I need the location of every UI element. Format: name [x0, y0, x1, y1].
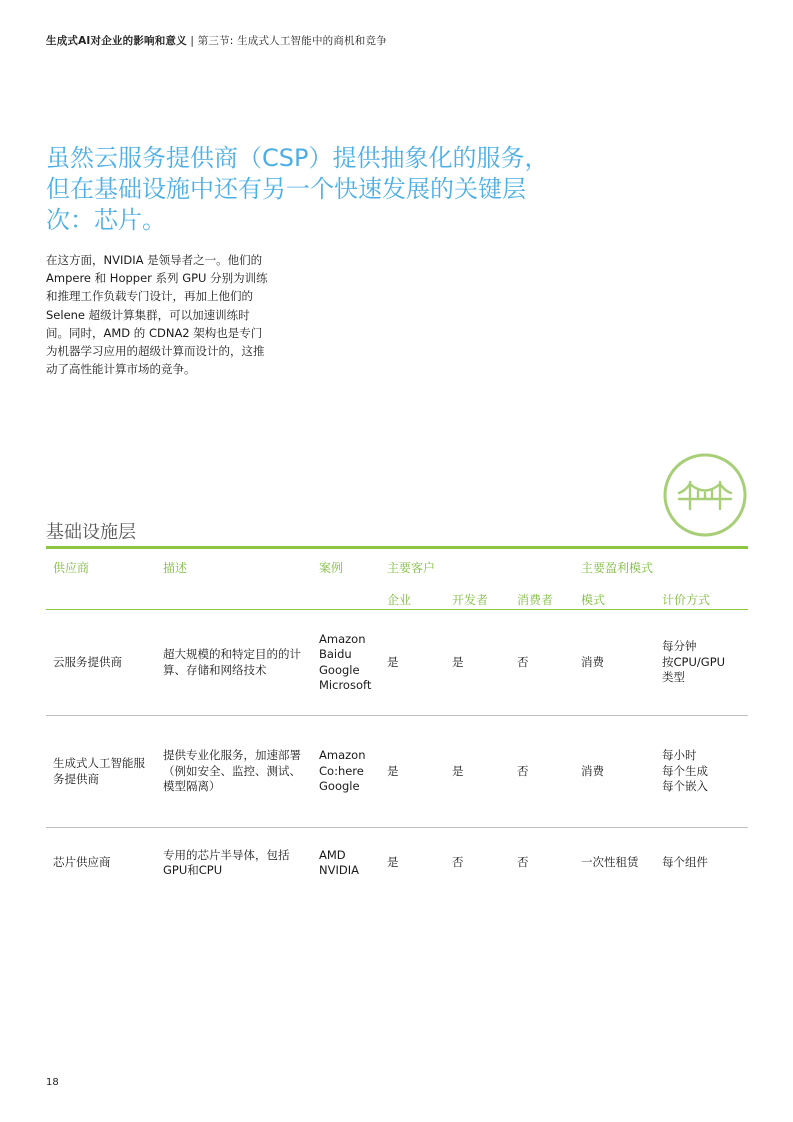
cell-description: 专用的芯片半导体，包括GPU和CPU [163, 847, 290, 877]
table-subheader-row [46, 589, 748, 610]
cell-developer: 否 [452, 855, 464, 870]
col-examples: 案例 [312, 548, 380, 590]
table-row [46, 610, 748, 716]
header-separator: | [190, 35, 195, 47]
cell-enterprise: 是 [380, 610, 445, 716]
table-header-row [46, 548, 748, 590]
cell-examples: AMD NVIDIA [319, 847, 359, 877]
cell-pricing: 每小时 每个生成 每个嵌入 [655, 716, 748, 828]
cell-examples: Amazon Baidu Google Microsoft [312, 610, 380, 716]
col-description: 描述 [156, 548, 312, 590]
table-row [46, 828, 748, 899]
cell-developer: 是 [445, 716, 510, 828]
body-paragraph: 在这方面，NVIDIA 是领导者之一。他们的 Ampere 和 Hopper 系列 GPU 分别为训练和推理工作负载专门设计，再加上他们的 Selene 超级计算集群，可以加速训练时间。同时，AMD 的 CDNA2 架构也是专门为机器学习应用的超级计算而设计的，这推动了高性能计算市场的竞争。 [46, 253, 268, 377]
col-provider: 供应商 [46, 548, 156, 590]
cell-consumer: 否 [510, 610, 574, 716]
bridge-icon [663, 453, 747, 537]
cell-pricing: 每分钟 按CPU/GPU 类型 [655, 610, 748, 716]
table-row [46, 716, 748, 828]
page-headline: 虽然云服务提供商（CSP）提供抽象化的服务，但在基础设施中还有另一个快速发展的关键层次：芯片。 [46, 144, 549, 234]
cell-model: 一次性租赁 [581, 855, 639, 870]
section-title: 基础设施层 [46, 522, 136, 543]
page-number: 18 [46, 1077, 59, 1088]
cell-pricing: 每个组件 [662, 855, 709, 870]
infrastructure-table [46, 546, 748, 898]
cell-consumer: 否 [517, 855, 529, 870]
cell-provider: 生成式人工智能服务提供商 [46, 716, 156, 828]
col-customers: 主要客户 [380, 548, 574, 590]
cell-description: 超大规模的和特定目的的计算、存储和网络技术 [156, 610, 312, 716]
cell-developer: 是 [445, 610, 510, 716]
cell-enterprise: 是 [380, 716, 445, 828]
header-section: 第三节: 生成式人工智能中的商机和竞争 [197, 35, 387, 47]
cell-examples: Amazon Co:here Google [312, 716, 380, 828]
cell-description: 提供专业化服务，加速部署（例如安全、监控、测试、模型隔离） [156, 716, 312, 828]
header-title: 生成式AI对企业的影响和意义 [46, 35, 187, 47]
cell-model: 消费 [574, 610, 655, 716]
cell-consumer: 否 [510, 716, 574, 828]
cell-enterprise: 是 [387, 855, 399, 870]
running-header [46, 33, 387, 48]
cell-provider: 芯片供应商 [53, 855, 111, 870]
cell-model: 消费 [574, 716, 655, 828]
col-developer: 开发者 [445, 589, 510, 610]
col-revenue: 主要盈利模式 [574, 548, 748, 590]
col-pricing: 计价方式 [655, 589, 748, 610]
col-enterprise: 企业 [380, 589, 445, 610]
col-model: 模式 [574, 589, 655, 610]
col-consumer: 消费者 [510, 589, 574, 610]
cell-provider: 云服务提供商 [46, 610, 156, 716]
